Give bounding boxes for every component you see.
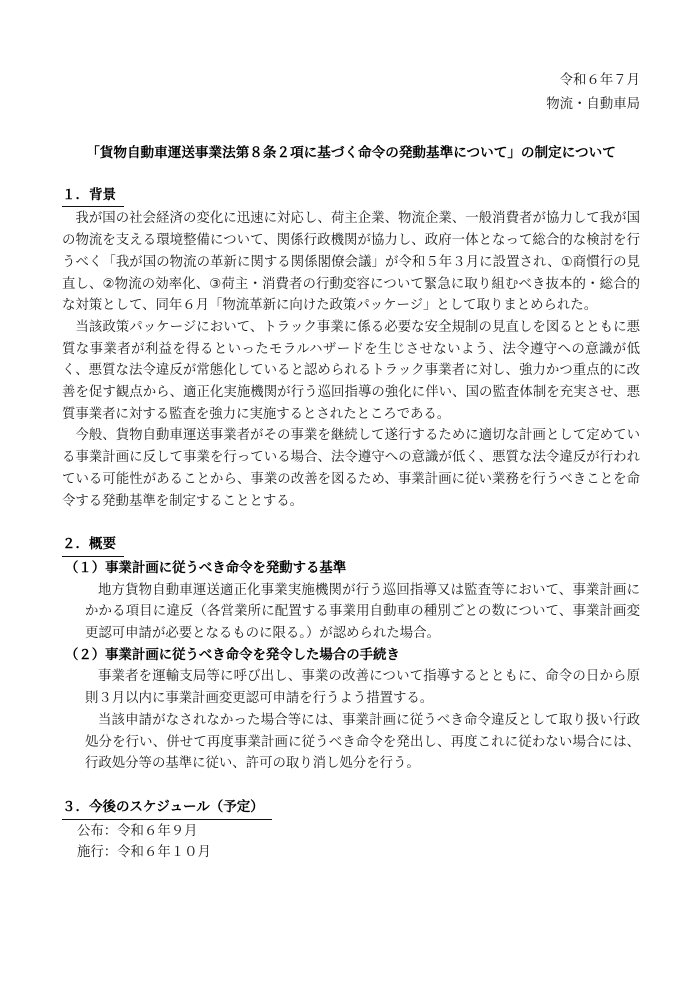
- section-background: [62, 184, 640, 512]
- section-schedule-heading-text: ３．今後のスケジュール（予定）: [62, 796, 272, 820]
- section-overview-heading: [62, 533, 640, 557]
- background-paragraph-3: 今般、貨物自動車運送事業者がその事業を継続して遂行するために適切な計画として定めている事業計画に反して事業を行っている場合、法令遵守への意識が低く、悪質な法令違反が行われている可能性があることから、事業の改善を図るため、事業計画に従い業務を行うべきことを命令する発動基準を制定することとする。: [62, 427, 640, 508]
- schedule-publication-line: 公布：令和６年９月: [77, 822, 198, 838]
- background-paragraph-1: 我が国の社会経済の変化に迅速に対応し、荷主企業、物流企業、一般消費者が協力して我が国の物流を支える環境整備について、関係行政機関が協力し、政府一体となって総合的な検討を行うべく「我が国の物流の革新に関する関係閣僚会議」が令和５年３月に設置され、①商慣行の見直し、②物流の効率化、③荷主・消費者の行動変容について緊急に取り組むべき抜本的・総合的な対策として、同年６月「物流革新に向けた政策パッケージ」として取りまとめられた。: [62, 210, 640, 313]
- section-overview: [62, 533, 640, 774]
- document-header: [62, 68, 640, 116]
- overview-item-1: [62, 557, 640, 644]
- document-date: 令和６年７月: [559, 72, 640, 87]
- document-title: 「貨物自動車運送事業法第８条２項に基づく命令の発動基準について」の制定について: [86, 145, 616, 160]
- section-overview-heading-text: ２．概要: [62, 533, 124, 557]
- document-department: 物流・自動車局: [546, 96, 640, 111]
- overview-item-2: [62, 644, 640, 774]
- section-background-heading-text: １．背景: [62, 184, 124, 208]
- section-background-heading: [62, 184, 640, 208]
- section-schedule-heading: [62, 796, 640, 820]
- overview-item-2-paragraph-2: 当該申請がなされなかった場合等には、事業計画に従うべき命令違反として取り扱い行政処分を行い、併せて再度事業計画に従うべき命令を発出し、再度これに従わない場合には、行政処分等の基準に従い、許可の取り消し処分を行う。: [85, 711, 640, 771]
- overview-item-2-paragraph-1: 事業者を運輸支局等に呼び出し、事業の改善について指導するとともに、命令の日から原則３月以内に事業計画変更認可申請を行うよう措置する。: [85, 668, 640, 706]
- section-schedule: [62, 796, 640, 863]
- overview-item-2-label: （２）事業計画に従うべき命令を発令した場合の手続き: [65, 646, 400, 662]
- overview-item-1-label: （１）事業計画に従うべき命令を発動する基準: [65, 559, 347, 575]
- overview-item-1-paragraph-1: 地方貨物自動車運送適正化事業実施機関が行う巡回指導又は監査等において、事業計画にかかる項目に違反（各営業所に配置する事業用自動車の種別ごとの数について、事業計画変更認可申請が必要となるものに限る。）が認められた場合。: [85, 581, 640, 641]
- schedule-enforcement-line: 施行：令和６年１０月: [77, 844, 211, 860]
- background-paragraph-2: 当該政策パッケージにおいて、トラック事業に係る必要な安全規制の見直しを図るとともに悪質な事業者が利益を得るといったモラルハザードを生じさせないよう、法令遵守への意識が低く、悪質な法令違反が常態化していると認められるトラック事業者に対し、強力かつ重点的に改善を促す観点から、適正化実施機関が行う巡回指導の強化に伴い、国の監査体制を充実させ、悪質事業者に対する監査を強力に実施するとされたところである。: [62, 318, 640, 421]
